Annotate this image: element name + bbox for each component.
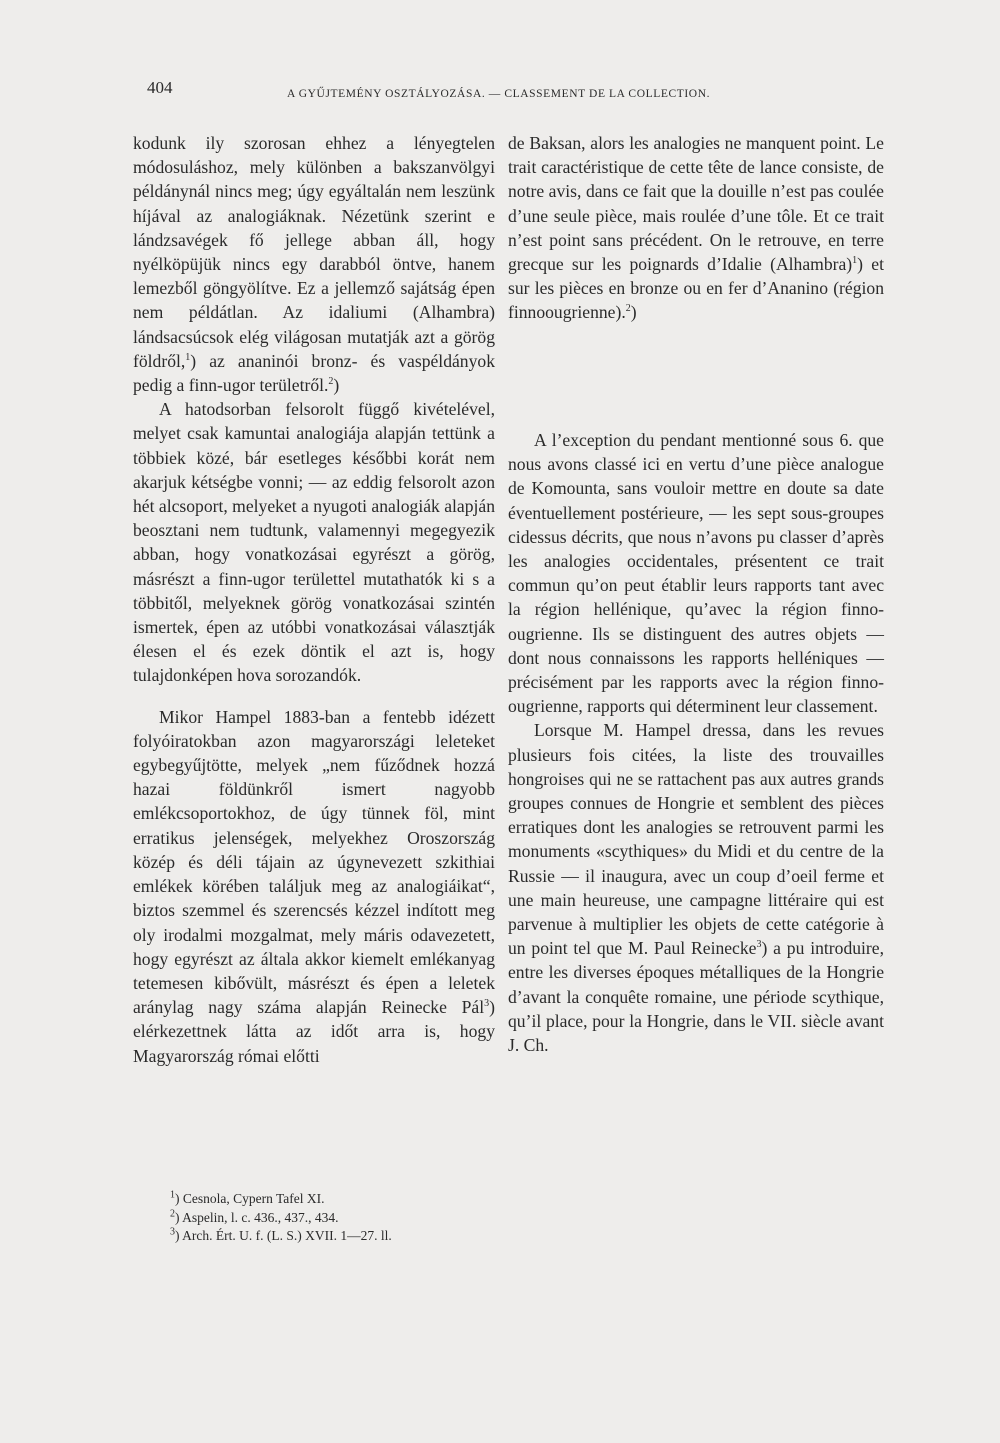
footnote-text: ) Arch. Ért. U. f. (L. S.) XVII. 1—27. ll. — [175, 1228, 392, 1243]
left-paragraph-1 — [133, 131, 495, 397]
right-paragraph-2: A l’exception du pendant mentionné sous 6. que nous avons classé ici en vertu d’une pièce analogue de Komounta, sans vouloir mettre en doute sa date éventuellement postérieure, — les sept sous-groupes cidessus décrits, que nous n’avons pu classer d’après les analogies occidentales, présentent ce trait commun qu’on peut établir leurs rapports tant avec la région hellénique, qu’avec la région finno-ougrienne. Ils se distinguent des autres objets — dont nous connaissons les rapports helléniques — précisément par les rapports avec la région finno-ougrienne, rapports qui déterminent leur classement. — [508, 430, 884, 717]
left-paragraph-3 — [133, 705, 495, 1068]
right-column-french-bottom — [508, 428, 884, 1057]
footnote-2 — [170, 1209, 392, 1228]
footnote-mark: 1 — [170, 1189, 175, 1201]
footnote-ref: 1 — [852, 255, 858, 267]
footnote-mark: 2 — [170, 1208, 175, 1219]
footnote-ref: 3 — [756, 939, 762, 951]
right-p3-text-end: ) a pu introduire, entre les diverses époques métalliques de la Hongrie d’avant la conquête romaine, une période scythique, qu’il place, pour la Hongrie, dans le VII. siècle avant J. Ch. — [508, 938, 884, 1056]
running-title: A GYŰJTEMÉNY OSZTÁLYOZÁSA. — CLASSEMENT DE LA COLLECTION. — [287, 88, 711, 100]
left-paragraph-2: A hatodsorban felsorolt függő kivételével, melyet csak kamuntai analogiája alapján tettünk a többiek közé, bár esetleges későbbi korát nem akarjuk kétségbe vonni; — az eddig felsorolt azon hét alcsoport, melyeket a nyugoti analogiák alapján beosztani nem tudtunk, valamennyi megegyezik abban, hogy vonatkozásai egyrészt a görög, másrészt a finn-ugor területtel mutathatók ki s a többitől, melyeknek görög vonatkozásai szintén ismertek, épen az utóbbi vonatkozásai választják élesen el és ezek döntik el azt is, hogy tulajdonképen hova sorozandók. — [133, 399, 496, 686]
right-p1-text-end: ) — [630, 302, 637, 323]
footnote-text: ) Cesnola, Cypern Tafel XI. — [175, 1191, 325, 1206]
left-column-hungarian — [133, 131, 495, 1068]
left-p3-text-end: ) elérkezettnek látta az időt arra is, hogy Magyarország római előtti — [133, 997, 495, 1066]
left-p1-text-end: ) — [333, 375, 340, 396]
footnote-1 — [170, 1190, 392, 1209]
footnote-ref: 2 — [328, 376, 334, 388]
footnote-ref: 3 — [484, 998, 490, 1010]
footnotes — [170, 1190, 392, 1246]
footnote-3 — [170, 1227, 392, 1246]
right-p3-text: Lorsque M. Hampel dressa, dans les revues plusieurs fois citées, la liste des trouvailles hongroises qui ne se rattachent pas aux autres grands groupes connues de Hongrie et semblent des pièces erratiques dont les analogies se retrouvent parmi les monuments «scythiques» du Midi et du centre de la Russie — il inaugura, avec un coup d’oeil ferme et une main heureuse, une campagne littéraire qui est parvenue à multiplier les objets de cette catégorie à un point tel que M. Paul Reinecke — [508, 720, 884, 959]
right-paragraph-1 — [508, 131, 884, 325]
right-paragraph-3 — [508, 718, 884, 1057]
right-p1-text: de Baksan, alors les analogies ne manquent point. Le trait caractéristique de cette tête de lance consiste, de notre avis, dans ce fait que la douille n’est pas coulée d’une seule pièce, mais roulée d’une tôle. Et ce trait n’est point sans précédent. On le retrouve, en terre grecque sur les poignards d’Idalie (Alhambra) — [508, 133, 884, 275]
right-p1-text-mid: ) et sur les pièces en bronze ou en fer d’Ananino (région finnoougrienne). — [508, 254, 884, 323]
right-column-french-top — [508, 131, 884, 325]
footnote-ref: 1 — [185, 351, 191, 363]
footnote-text: ) Aspelin, l. c. 436., 437., 434. — [175, 1209, 339, 1225]
left-p1-text-mid: ) az ananinói bronz- és vaspéldányok pedig a finn-ugor területről. — [133, 350, 495, 396]
left-p3-text: Mikor Hampel 1883-ban a fentebb idézett folyóiratokban azon magyarországi leleteket egybegyűjtötte, melyek „nem fűződnek hozzá hazai földünkről ismert nagyobb emlékcsoportokhoz, de úgy tünnek föl, mint erratikus jelenségek, melyekhez Oroszország közép és déli tájain az úgynevezett szkithiai emlékek körében találjuk meg az analogiáikat“, biztos szemmel és szerencsés kézzel indított meg oly irodalmi mozgalmat, mely máris odavezetett, hogy egyrészt az általa akkor kiemelt emlékanyag tetemesen kibővült, másrészt és épen a leletek aránylag nagy száma alapján Reinecke Pál — [133, 706, 495, 1018]
footnote-mark: 3 — [170, 1226, 175, 1238]
footnote-ref: 2 — [625, 303, 631, 315]
left-p1-text: kodunk ily szorosan ehhez a lényegtelen módosuláshoz, mely különben a bakszanvölgyi példánynál nincs meg; úgy egyáltalán nem leszünk híjával az analogiáknak. Nézetünk szerint e lándzsavégek fő jellege abban áll, hogy nyélköpüjük nincs egy darabból öntve, hanem lemezből göngyölítve. Ez a jellemző sajátság épen nem példátlan. Az idaliumi (Alhambra) lándsacsúcsok elég világosan mutatják azt a görög földről, — [133, 133, 495, 371]
page-number: 404 — [147, 78, 173, 97]
page-header — [147, 78, 772, 106]
